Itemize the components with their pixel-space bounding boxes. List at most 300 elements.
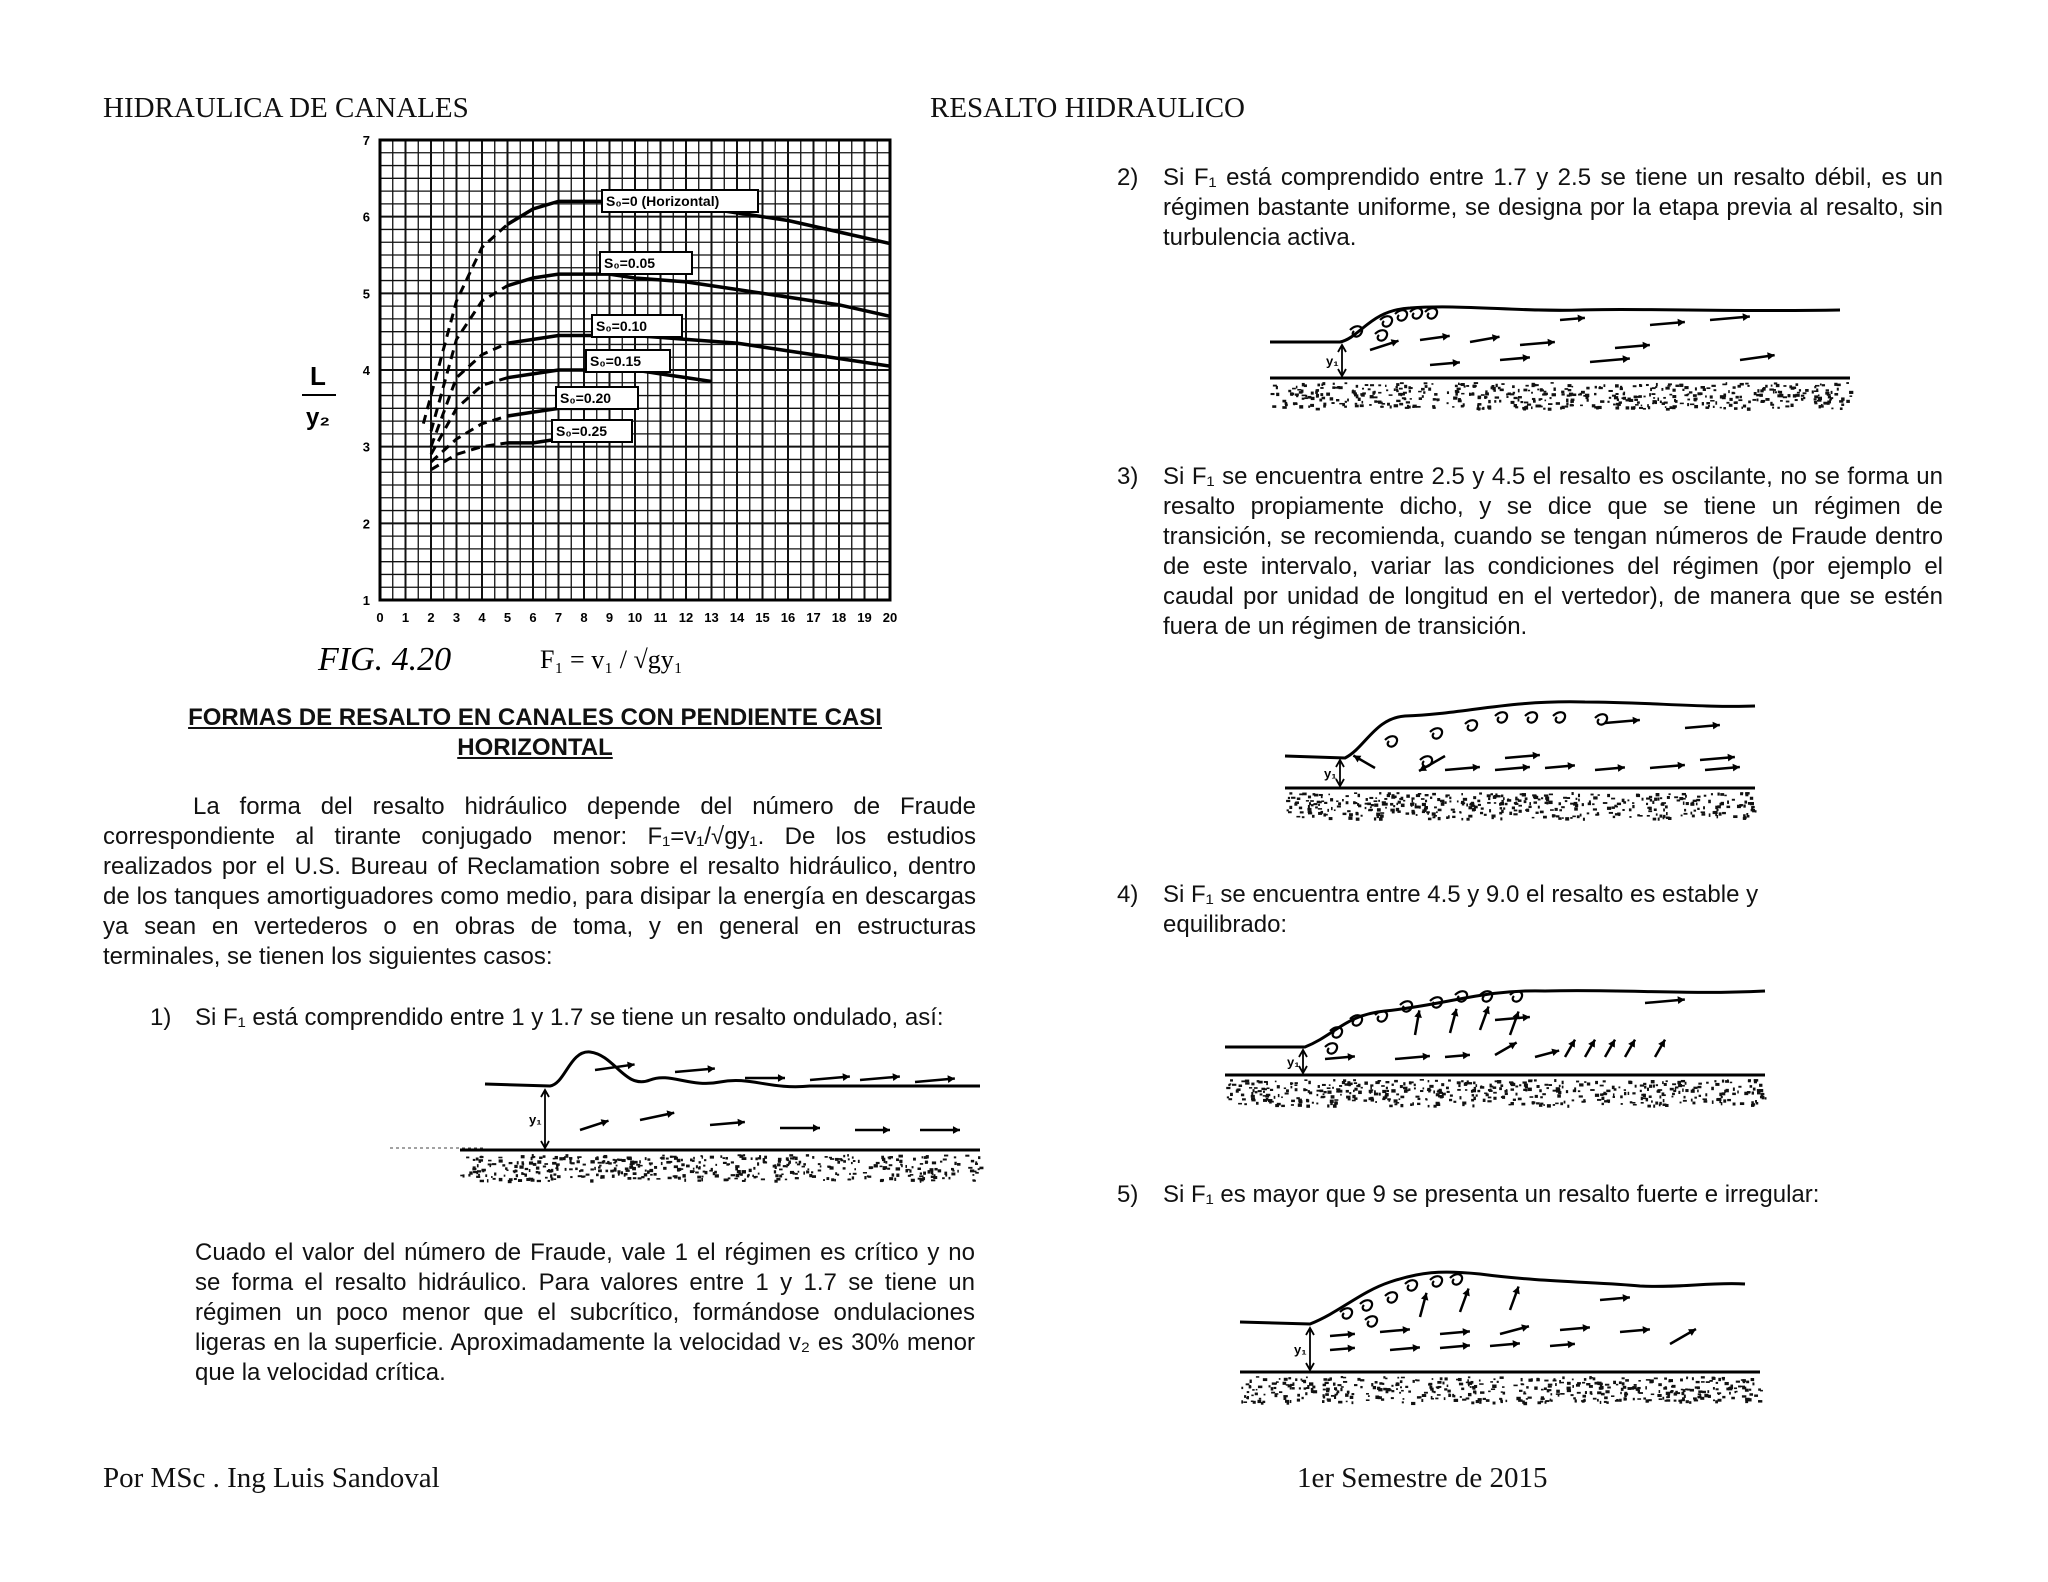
gravel-speck (1582, 1395, 1586, 1398)
gravel-speck (1308, 811, 1312, 813)
gravel-speck (1704, 1394, 1708, 1397)
gravel-speck (1536, 812, 1539, 814)
gravel-speck (1285, 1092, 1289, 1094)
gravel-speck (1580, 405, 1583, 407)
gravel-speck (1305, 395, 1307, 397)
gravel-speck (1558, 817, 1561, 820)
gravel-speck (1572, 1379, 1574, 1381)
gravel-speck (1436, 1103, 1440, 1106)
gravel-speck (1422, 395, 1424, 398)
gravel-speck (1264, 1394, 1266, 1396)
gravel-speck (834, 1179, 836, 1182)
gravel-speck (1528, 806, 1531, 808)
gravel-speck (1846, 382, 1849, 384)
gravel-speck (524, 1173, 527, 1176)
gravel-speck (954, 1162, 956, 1165)
gravel-speck (466, 1157, 469, 1159)
gravel-speck (843, 1155, 845, 1157)
gravel-speck (1509, 1081, 1513, 1083)
series-label: S₀=0.05 (604, 255, 656, 271)
gravel-speck (1251, 1092, 1253, 1095)
gravel-speck (1300, 1379, 1302, 1381)
gravel-speck (1722, 812, 1726, 814)
gravel-speck (1442, 1382, 1444, 1385)
arrow-head (1678, 996, 1685, 1004)
gravel-speck (1673, 1090, 1676, 1092)
gravel-speck (1316, 389, 1319, 392)
gravel-speck (1577, 1392, 1581, 1394)
gravel-speck (1306, 800, 1309, 802)
gravel-speck (1681, 1392, 1684, 1395)
gravel-speck (1790, 404, 1793, 407)
gravel-speck (1613, 404, 1616, 406)
eddy (1380, 316, 1392, 326)
water-surface (1285, 702, 1755, 758)
gravel-speck (1704, 795, 1707, 797)
gravel-speck (1304, 1079, 1307, 1081)
gravel-speck (1698, 1390, 1702, 1393)
gravel-speck (1773, 391, 1775, 394)
gravel-speck (1330, 798, 1333, 801)
gravel-speck (1366, 798, 1368, 801)
arrow-head (1548, 339, 1555, 347)
gravel-speck (1468, 1393, 1472, 1396)
gravel-speck (1701, 386, 1705, 389)
gravel-speck (795, 1177, 799, 1179)
gravel-speck (1272, 405, 1276, 408)
gravel-speck (1655, 1102, 1658, 1105)
gravel-speck (807, 1168, 809, 1170)
gravel-speck (806, 1170, 809, 1173)
gravel-speck (1752, 806, 1754, 808)
gravel-speck (1324, 802, 1327, 804)
gravel-speck (1401, 393, 1405, 395)
gravel-speck (1358, 398, 1361, 401)
gravel-speck (753, 1167, 755, 1170)
gravel-speck (1473, 385, 1476, 388)
gravel-speck (1520, 793, 1523, 795)
gravel-speck (1665, 387, 1669, 390)
l-over-y2-chart (0, 0, 1000, 678)
gravel-speck (1520, 401, 1523, 403)
header-center: RESALTO HIDRAULICO (930, 92, 1245, 124)
gravel-speck (1423, 1087, 1425, 1089)
gravel-speck (1623, 393, 1625, 396)
gravel-speck (1300, 811, 1304, 813)
gravel-speck (905, 1165, 907, 1168)
gravel-speck (1333, 1104, 1337, 1107)
gravel-speck (1431, 1398, 1434, 1400)
gravel-speck (543, 1165, 546, 1167)
gravel-speck (1560, 407, 1562, 410)
gravel-speck (565, 1154, 568, 1156)
gravel-speck (1380, 812, 1384, 814)
gravel-speck (1472, 1386, 1475, 1389)
gravel-speck (1526, 1386, 1528, 1388)
gravel-speck (1674, 796, 1678, 798)
gravel-speck (1815, 385, 1819, 387)
gravel-speck (578, 1158, 580, 1160)
gravel-speck (598, 1162, 602, 1164)
gravel-speck (1544, 1380, 1548, 1382)
gravel-speck (1438, 809, 1442, 812)
gravel-speck (1632, 805, 1634, 808)
gravel-speck (1549, 1084, 1552, 1086)
gravel-speck (1633, 385, 1637, 387)
gravel-speck (777, 1163, 780, 1166)
gravel-speck (1493, 1086, 1497, 1088)
gravel-speck (1302, 816, 1305, 818)
gravel-speck (1582, 803, 1584, 806)
gravel-speck (1389, 1105, 1392, 1108)
gravel-speck (1664, 1377, 1667, 1379)
gravel-speck (1547, 1104, 1551, 1107)
gravel-speck (1338, 1090, 1342, 1093)
gravel-speck (1297, 797, 1300, 800)
gravel-speck (1340, 1094, 1342, 1096)
arrow-head (1713, 722, 1720, 730)
gravel-speck (1461, 818, 1463, 820)
gravel-speck (1360, 404, 1364, 407)
gravel-speck (1694, 1097, 1696, 1099)
gravel-speck (1412, 799, 1414, 802)
gravel-speck (826, 1177, 829, 1180)
gravel-speck (1717, 793, 1719, 796)
gravel-speck (1733, 386, 1736, 389)
gravel-speck (1757, 398, 1759, 401)
gravel-speck (1606, 1401, 1608, 1404)
gravel-speck (1690, 803, 1694, 806)
gravel-speck (1411, 797, 1414, 799)
gravel-speck (1481, 394, 1485, 396)
gravel-speck (1536, 1102, 1540, 1104)
arrow-head (1463, 1328, 1470, 1336)
gravel-speck (1557, 1094, 1561, 1097)
gravel-speck (1323, 1093, 1325, 1095)
gravel-speck (548, 1180, 550, 1182)
gravel-speck (554, 1178, 557, 1180)
gravel-speck (622, 1159, 626, 1162)
gravel-speck (1657, 398, 1659, 401)
gravel-speck (1722, 1092, 1726, 1095)
gravel-speck (477, 1170, 481, 1172)
arrow-head (1578, 315, 1585, 323)
gravel-speck (1655, 386, 1657, 388)
gravel-speck (1446, 1087, 1449, 1090)
gravel-speck (779, 1169, 782, 1171)
gravel-speck (1348, 816, 1352, 819)
gravel-speck (1623, 1387, 1625, 1389)
gravel-speck (1369, 1097, 1373, 1100)
gravel-speck (1334, 1099, 1338, 1101)
gravel-speck (536, 1171, 539, 1173)
case-3-text: Si F₁ se encuentra entre 2.5 y 4.5 el resalto es oscilante, no se forma un resalto propiamente dicho, y se dice que se tiene un régimen de transición, se recomienda, cuando se tengan números de Fraude dentro de este intervalo, variar las condiciones del régimen (por ejemplo el caudal por unidad de longitud en el vertedor), de manera que se estén fuera de un régimen de transición. (1163, 463, 1943, 640)
gravel-speck (731, 1161, 734, 1163)
gravel-speck (1795, 394, 1799, 397)
gravel-speck (1432, 407, 1435, 409)
gravel-speck (1649, 807, 1652, 810)
gravel-speck (1700, 1397, 1704, 1400)
gravel-speck (485, 1174, 487, 1177)
gravel-speck (1722, 1377, 1724, 1380)
gravel-speck (1303, 1088, 1305, 1091)
gravel-speck (1644, 1086, 1646, 1089)
gravel-speck (1650, 388, 1652, 391)
gravel-speck (1677, 799, 1680, 801)
gravel-speck (1661, 388, 1663, 391)
gravel-speck (1421, 388, 1425, 391)
gravel-speck (1669, 394, 1672, 396)
gravel-speck (1302, 398, 1305, 400)
gravel-speck (1385, 807, 1387, 809)
gravel-speck (1562, 406, 1565, 409)
gravel-speck (1292, 1382, 1294, 1385)
gravel-speck (1346, 795, 1349, 797)
gravel-speck (1304, 397, 1308, 399)
gravel-speck (1745, 1398, 1749, 1401)
gravel-speck (1692, 1102, 1695, 1105)
gravel-speck (704, 1159, 706, 1161)
gravel-speck (1751, 809, 1755, 811)
gravel-speck (1327, 1087, 1331, 1089)
gravel-speck (1608, 390, 1612, 392)
gravel-speck (1636, 396, 1640, 398)
gravel-speck (1479, 792, 1482, 794)
gravel-speck (1578, 394, 1582, 396)
gravel-speck (1609, 812, 1613, 814)
gravel-speck (1698, 1086, 1702, 1088)
gravel-speck (1725, 1382, 1729, 1385)
gravel-speck (1295, 1082, 1298, 1084)
gravel-speck (1567, 1387, 1571, 1390)
gravel-speck (1749, 1393, 1753, 1395)
gravel-speck (1777, 407, 1779, 409)
gravel-speck (1255, 1393, 1258, 1396)
gravel-speck (1687, 403, 1689, 406)
gravel-speck (1378, 384, 1381, 386)
gravel-speck (1328, 794, 1330, 796)
gravel-speck (1603, 384, 1605, 387)
gravel-speck (1532, 398, 1535, 400)
gravel-speck (774, 1170, 776, 1173)
gravel-speck (1445, 795, 1447, 798)
gravel-speck (1333, 1079, 1335, 1081)
gravel-speck (1246, 1383, 1250, 1385)
gravel-speck (1747, 407, 1751, 410)
gravel-speck (1842, 398, 1845, 401)
gravel-speck (1256, 1389, 1258, 1391)
gravel-speck (1461, 1080, 1463, 1082)
gravel-speck (795, 1157, 798, 1160)
x-tick-label: 15 (755, 610, 770, 625)
gravel-speck (911, 1179, 915, 1182)
gravel-speck (1504, 1090, 1507, 1093)
gravel-speck (1463, 403, 1465, 406)
gravel-speck (1378, 800, 1380, 802)
gravel-speck (1288, 1385, 1292, 1388)
gravel-speck (559, 1157, 563, 1160)
gravel-speck (876, 1162, 880, 1164)
gravel-speck (1646, 798, 1650, 800)
gravel-speck (1534, 801, 1538, 803)
gravel-speck (1365, 384, 1369, 386)
gravel-speck (1437, 1394, 1441, 1396)
gravel-speck (1585, 1391, 1587, 1394)
gravel-speck (1258, 1386, 1262, 1389)
gravel-speck (1651, 1394, 1654, 1396)
gravel-speck (1682, 1088, 1684, 1091)
gravel-speck (1711, 793, 1713, 795)
gravel-speck (1488, 1089, 1491, 1091)
gravel-speck (1649, 393, 1651, 396)
gravel-speck (1742, 1387, 1746, 1390)
gravel-speck (1601, 1097, 1604, 1100)
gravel-speck (853, 1173, 857, 1175)
gravel-speck (1831, 408, 1833, 410)
gravel-speck (1703, 1098, 1707, 1100)
gravel-speck (1631, 1387, 1634, 1390)
gravel-speck (1325, 1382, 1329, 1384)
gravel-speck (1710, 400, 1714, 402)
gravel-speck (577, 1156, 581, 1158)
gravel-speck (1352, 1393, 1355, 1395)
gravel-speck (1458, 400, 1462, 403)
gravel-speck (1750, 797, 1753, 800)
gravel-speck (1254, 1087, 1258, 1089)
gravel-speck (1588, 802, 1591, 805)
gravel-speck (1297, 1399, 1300, 1402)
gravel-speck (1693, 1087, 1697, 1089)
arrow-head (883, 1126, 890, 1134)
gravel-speck (1379, 817, 1383, 820)
gravel-speck (1263, 1378, 1267, 1381)
gravel-speck (1586, 396, 1589, 398)
gravel-speck (1550, 1393, 1552, 1395)
gravel-speck (586, 1174, 590, 1176)
gravel-speck (695, 1172, 699, 1174)
gravel-speck (605, 1170, 608, 1173)
gravel-speck (1348, 1083, 1350, 1086)
gravel-speck (1400, 1085, 1403, 1088)
gravel-speck (508, 1180, 512, 1183)
gravel-speck (1333, 1383, 1336, 1386)
gravel-speck (1561, 393, 1564, 395)
gravel-speck (1556, 1090, 1560, 1093)
gravel-speck (1619, 1399, 1622, 1402)
gravel-speck (1241, 1400, 1243, 1403)
gravel-speck (1587, 399, 1589, 402)
gravel-speck (1441, 802, 1445, 805)
gravel-speck (1707, 1390, 1709, 1393)
gravel-speck (883, 1168, 886, 1170)
gravel-speck (1519, 1084, 1521, 1086)
gravel-speck (649, 1162, 653, 1164)
gravel-speck (1258, 1081, 1262, 1084)
gravel-speck (1291, 1387, 1294, 1389)
gravel-speck (1624, 1393, 1628, 1395)
gravel-speck (1249, 1087, 1252, 1089)
gravel-speck (1697, 808, 1699, 810)
gravel-speck (1812, 390, 1814, 393)
gravel-speck (763, 1158, 765, 1161)
gravel-speck (1523, 1393, 1526, 1395)
gravel-speck (1574, 807, 1578, 810)
gravel-speck (951, 1168, 954, 1171)
gravel-speck (1719, 1093, 1722, 1096)
gravel-speck (1377, 1387, 1380, 1390)
gravel-speck (1306, 1387, 1310, 1389)
case-1-number: 1) (150, 1004, 172, 1031)
gravel-speck (1251, 1098, 1255, 1100)
gravel-speck (1365, 807, 1367, 809)
gravel-speck (1752, 1091, 1754, 1094)
gravel-speck (1801, 395, 1804, 397)
gravel-speck (1343, 813, 1347, 815)
gravel-speck (1349, 1092, 1351, 1094)
gravel-speck (1236, 1090, 1239, 1093)
gravel-speck (1690, 404, 1694, 406)
gravel-speck (1528, 1397, 1532, 1399)
gravel-speck (1515, 406, 1518, 408)
gravel-speck (1512, 385, 1515, 388)
gravel-speck (1660, 797, 1662, 799)
gravel-speck (1375, 797, 1377, 799)
gravel-speck (1511, 1102, 1514, 1105)
gravel-speck (1425, 1098, 1427, 1100)
gravel-speck (1479, 1383, 1483, 1385)
gravel-speck (1834, 393, 1838, 396)
y-tick-label: 3 (362, 439, 370, 455)
gravel-speck (779, 1175, 782, 1178)
gravel-speck (1374, 800, 1378, 802)
gravel-speck (1362, 388, 1364, 390)
gravel-speck (1354, 792, 1357, 794)
gravel-speck (549, 1170, 552, 1173)
gravel-speck (1468, 1376, 1470, 1378)
gravel-speck (1686, 802, 1689, 805)
gravel-speck (1326, 1390, 1329, 1392)
arrow-head (1463, 1052, 1470, 1060)
gravel-speck (1473, 1082, 1475, 1085)
gravel-speck (1562, 1081, 1564, 1084)
gravel-speck (1316, 1103, 1318, 1105)
eddy (1405, 1280, 1417, 1290)
gravel-speck (1444, 1388, 1447, 1390)
gravel-speck (1330, 1100, 1334, 1103)
gravel-speck (1656, 383, 1658, 386)
gravel-speck (1429, 1085, 1433, 1088)
case-5-number: 5) (1117, 1181, 1139, 1208)
gravel-speck (1336, 800, 1338, 802)
gravel-speck (1622, 1377, 1625, 1379)
gravel-speck (1643, 396, 1645, 398)
gravel-speck (849, 1173, 851, 1175)
gravel-speck (1480, 1391, 1484, 1393)
gravel-speck (1410, 803, 1414, 806)
gravel-speck (1641, 1102, 1644, 1104)
gravel-speck (1345, 1083, 1349, 1085)
gravel-speck (761, 1178, 765, 1180)
gravel-speck (1521, 1103, 1525, 1106)
arrow-head (813, 1124, 820, 1132)
gravel-speck (758, 1173, 760, 1175)
gravel-speck (1695, 387, 1697, 390)
gravel-speck (1630, 1101, 1633, 1103)
gravel-speck (1417, 1396, 1421, 1398)
gravel-speck (1490, 1084, 1492, 1087)
gravel-speck (1680, 1102, 1682, 1104)
gravel-speck (1613, 1093, 1615, 1096)
